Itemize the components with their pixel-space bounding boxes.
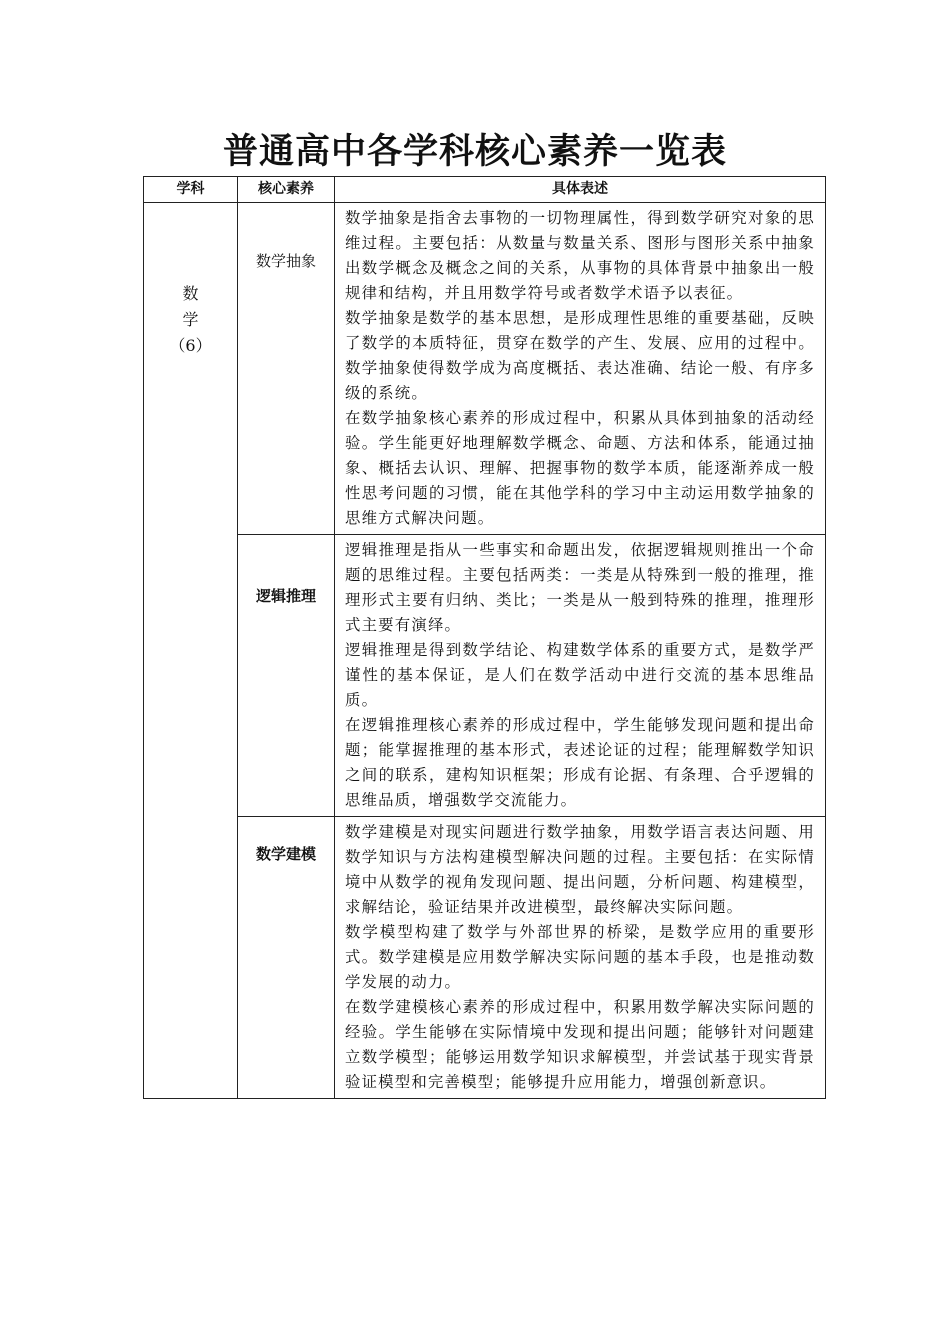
description-paragraph: 逻辑推理是指从一些事实和命题出发，依据逻辑规则推出一个命题的思维过程。主要包括两类：一类是从特殊到一般的推理，推理形式主要有归纳、类比；一类是从一般到特殊的推理，推理形式主要有演绎。 [345, 541, 815, 634]
description-paragraph: 逻辑推理是得到数学结论、构建数学体系的重要方式，是数学严谨性的基本保证，是人们在数学活动中进行交流的基本思维品质。 [345, 641, 815, 709]
core-competency-table [143, 176, 826, 1099]
competency-cell [238, 817, 335, 1099]
page-title: 普通高中各学科核心素养一览表 [222, 132, 727, 172]
description-cell [335, 817, 826, 1099]
table-row [144, 203, 826, 535]
description-paragraph: 在数学建模核心素养的形成过程中，积累用数学解决实际问题的经验。学生能够在实际情境中发现和提出问题；能够针对问题建立数学模型；能够运用数学知识求解模型，并尝试基于现实背景验证模型和完善模型；能够提升应用能力，增强创新意识。 [345, 998, 815, 1091]
description-cell [335, 535, 826, 817]
header-subject: 学科 [144, 177, 238, 203]
subject-cell [144, 203, 263, 1099]
subject-count: （6） [169, 336, 212, 355]
description-paragraph: 在逻辑推理核心素养的形成过程中，学生能够发现问题和提出命题；能掌握推理的基本形式，表述论证的过程；能理解数学知识之间的联系，建构知识框架；形成有论据、有条理、合乎逻辑的思维品质，增强数学交流能力。 [345, 716, 815, 809]
description-paragraph: 数学抽象是指舍去事物的一切物理属性，得到数学研究对象的思维过程。主要包括：从数量与数量关系、图形与图形关系中抽象出数学概念及概念之间的关系，从事物的具体背景中抽象出一般规律和结构，并且用数学符号或者数学术语予以表征。 [345, 209, 815, 302]
competency-cell [238, 203, 335, 535]
header-description: 具体表述 [335, 177, 826, 203]
header-competency: 核心素养 [238, 177, 335, 203]
competency-label: 数学建模 [255, 845, 316, 863]
competency-label: 数学抽象 [255, 252, 316, 270]
description-paragraph: 数学建模是对现实问题进行数学抽象，用数学语言表达问题、用数学知识与方法构建模型解决问题的过程。主要包括：在实际情境中从数学的视角发现问题、提出问题，分析问题、构建模型，求解结论，验证结果并改进模型，最终解决实际问题。 [345, 823, 815, 916]
competency-label: 逻辑推理 [255, 587, 316, 605]
description-paragraph: 在数学抽象核心素养的形成过程中，积累从具体到抽象的活动经验。学生能更好地理解数学概念、命题、方法和体系，能通过抽象、概括去认识、理解、把握事物的数学本质，能逐渐养成一般性思考问题的习惯，能在其他学科的学习中主动运用数学抽象的思维方式解决问题。 [345, 409, 815, 527]
competency-cell [238, 535, 335, 817]
description-paragraph: 数学抽象是数学的基本思想，是形成理性思维的重要基础，反映了数学的本质特征，贯穿在数学的产生、发展、应用的过程中。数学抽象使得数学成为高度概括、表达准确、结论一般、有序多级的系统。 [345, 309, 815, 402]
subject-name: 数 学 [182, 284, 263, 329]
table-row [144, 817, 826, 1099]
table-row [144, 535, 826, 817]
description-cell [335, 203, 826, 535]
description-paragraph: 数学模型构建了数学与外部世界的桥梁，是数学应用的重要形式。数学建模是应用数学解决实际问题的基本手段，也是推动数学发展的动力。 [345, 923, 815, 991]
table-header-row [144, 177, 826, 203]
